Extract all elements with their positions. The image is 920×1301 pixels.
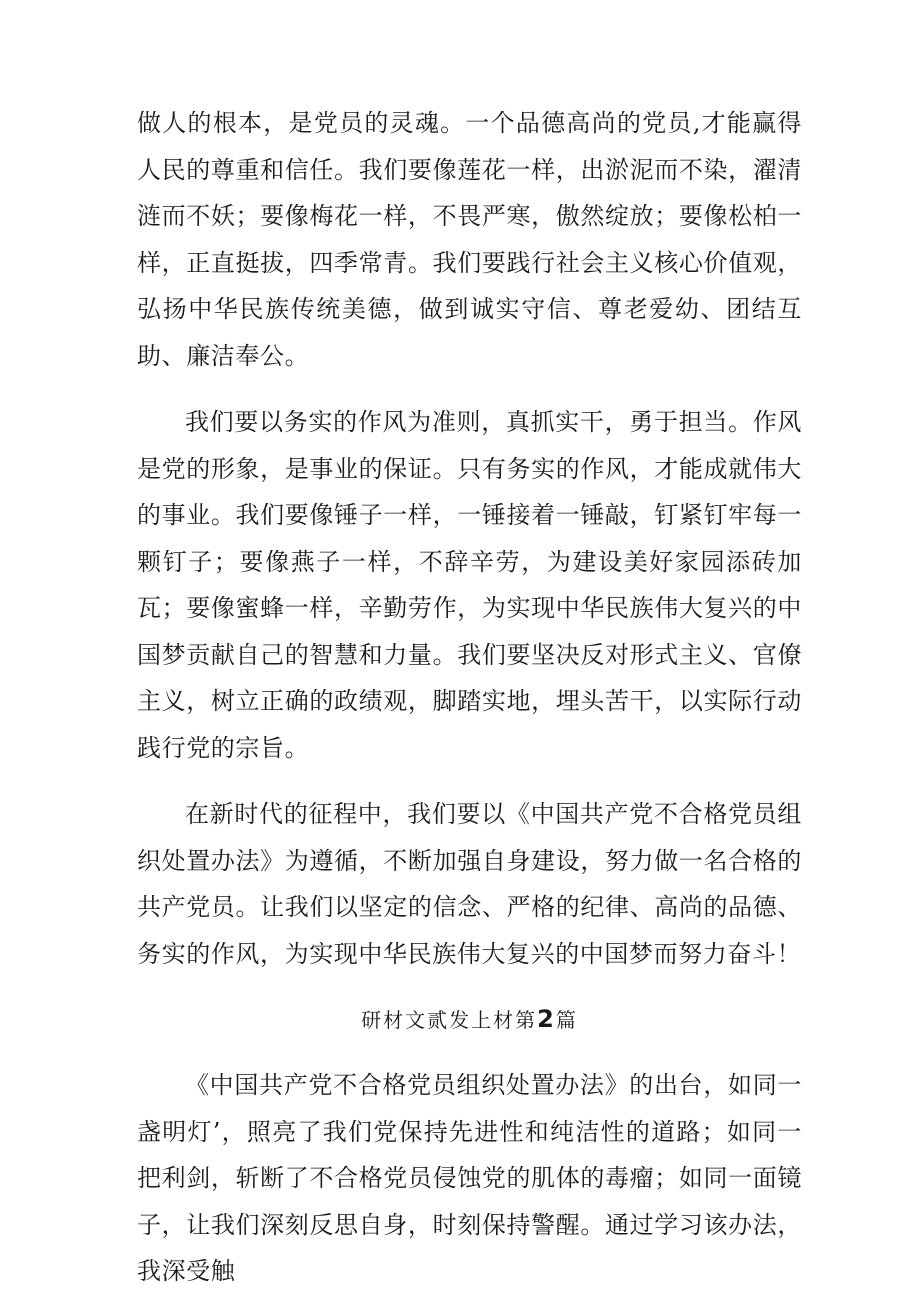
paragraph-measures-intro: 《中国共产党不合格党员组织处置办法》的出台，如同一盏明灯’，照亮了我们党保持先进性和纯洁性的道路；如同一把利剑，斩断了不合格党员侵蚀党的肌体的毒瘤；如同一面镜子，让我们深刻反思自身，时刻保持警醒。通过学习该办法，我深受触 bbox=[137, 1071, 802, 1285]
paragraph-new-era: 在新时代的征程中，我们要以《中国共产党不合格党员组织处置办法》为遵循，不断加强自身建设，努力做一名合格的共产党员。让我们以坚定的信念、严格的纪律、高尚的品德、务实的作风，为实现中华民族伟大复兴的中国梦而努力奋斗！ bbox=[137, 800, 802, 968]
heading-prefix: 研材文贰发上材第 bbox=[361, 1008, 538, 1032]
heading-number: 2 bbox=[537, 1005, 556, 1033]
section-heading bbox=[137, 999, 802, 1040]
document-page bbox=[137, 100, 802, 1295]
paragraph-work-style: 我们要以务实的作风为准则，真抓实干，勇于担当。作风是党的形象，是事业的保证。只有务实的作风，才能成就伟大的事业。我们要像锤子一样，一锤接着一锤敲，钉紧钉牢每一颗钉子；要像燕子一样，不辞辛劳，为建设美好家园添砖加瓦；要像蜜蜂一样，辛勤劳作，为实现中华民族伟大复兴的中国梦贡献自己的智慧和力量。我们要坚决反对形式主义、官僚主义，树立正确的政绩观，脚踏实地，埋头苦干，以实际行动践行党的宗旨。 bbox=[137, 408, 802, 762]
paragraph-character: 做人的根本，是党员的灵魂。一个品德高尚的党员,才能赢得人民的尊重和信任。我们要像莲花一样，出淤泥而不染，濯清涟而不妖；要像梅花一样，不畏严寒，傲然绽放；要像松柏一样，正直挺拔，四季常青。我们要践行社会主义核心价值观，弘扬中华民族传统美德，做到诚实守信、尊老爱幼、团结互助、廉洁奉公。 bbox=[137, 109, 802, 370]
heading-suffix: 篇 bbox=[555, 1008, 578, 1032]
